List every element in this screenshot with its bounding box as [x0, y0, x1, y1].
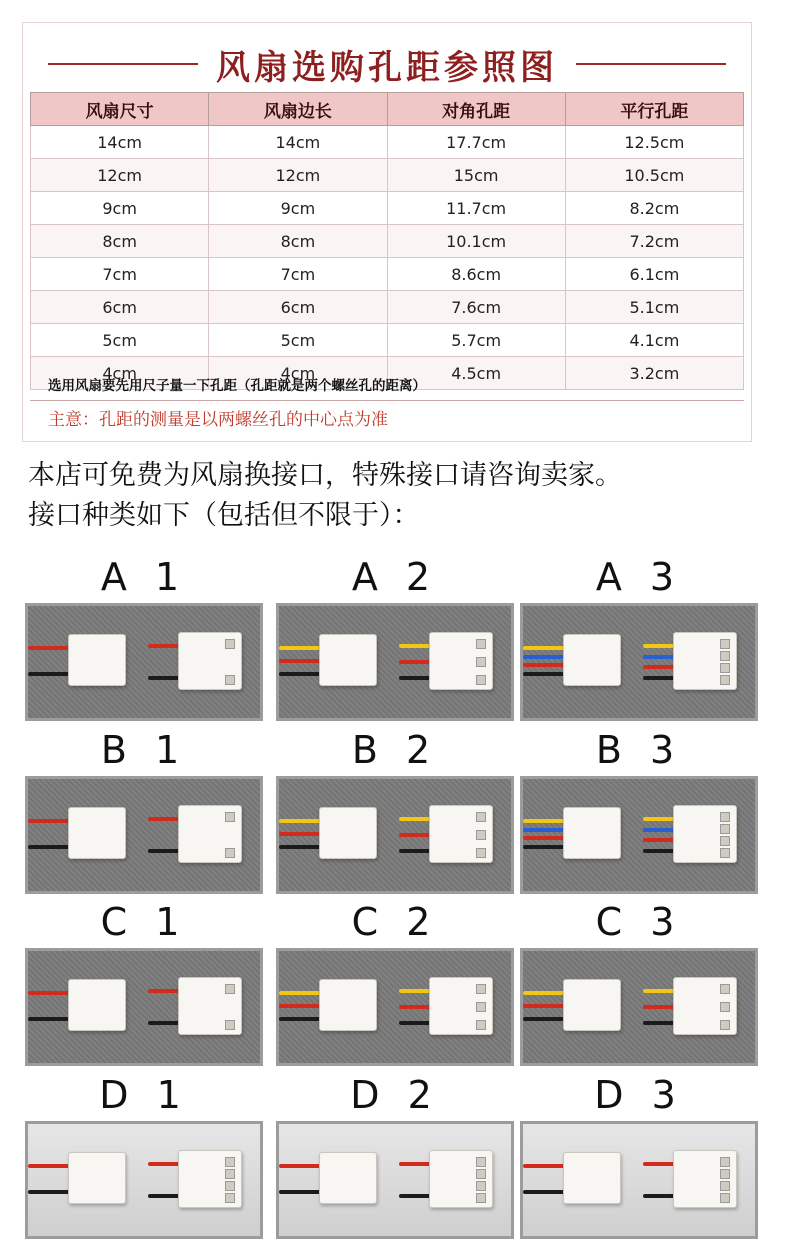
table-row — [31, 126, 744, 159]
intro-line-2: 接口种类如下（包括但不限于）： — [28, 500, 420, 531]
column-header: 风扇尺寸 — [31, 93, 209, 126]
pin-socket — [720, 1193, 730, 1203]
connector-intro — [28, 456, 768, 536]
table-cell: 7.6cm — [387, 291, 565, 324]
table-row — [31, 324, 744, 357]
red-wire — [523, 663, 567, 667]
connector-photo — [276, 776, 514, 894]
connector-plug — [429, 632, 493, 690]
yellow-wire — [643, 817, 675, 821]
pin-socket — [720, 812, 730, 822]
pin-socket — [476, 1157, 486, 1167]
black-wire — [523, 845, 567, 849]
table-cell: 10.1cm — [387, 225, 565, 258]
table-cell: 5cm — [31, 324, 209, 357]
connector-label: D 3 — [594, 1073, 684, 1117]
page-title: 风扇选购孔距参照图 — [216, 47, 558, 88]
black-wire — [279, 1190, 323, 1194]
black-wire — [279, 845, 323, 849]
pin-socket — [225, 1020, 235, 1030]
pin-socket — [720, 1002, 730, 1012]
table-row — [31, 291, 744, 324]
red-wire — [28, 991, 72, 995]
black-wire — [643, 1194, 675, 1198]
red-wire — [399, 1162, 431, 1166]
connector-label: C 3 — [595, 900, 683, 944]
black-wire — [399, 1021, 431, 1025]
table-cell: 6cm — [31, 291, 209, 324]
connector-label: D 2 — [350, 1073, 440, 1117]
yellow-wire — [399, 644, 431, 648]
connector-tile — [520, 555, 758, 721]
pin-socket — [476, 639, 486, 649]
pin-socket — [720, 836, 730, 846]
black-wire — [523, 672, 567, 676]
pin-socket — [476, 984, 486, 994]
connector-photo — [25, 603, 263, 721]
pin-socket — [476, 1181, 486, 1191]
red-wire — [28, 819, 72, 823]
red-wire — [279, 1004, 323, 1008]
connector-plug — [673, 805, 737, 863]
connector-tile — [25, 555, 263, 721]
card-title-bar — [22, 34, 752, 94]
connector-label: B 1 — [100, 728, 188, 772]
yellow-wire — [399, 989, 431, 993]
red-wire — [279, 659, 323, 663]
red-wire — [399, 833, 431, 837]
connector-photo — [25, 1121, 263, 1239]
yellow-wire — [523, 646, 567, 650]
red-wire — [148, 817, 180, 821]
pin-socket — [720, 984, 730, 994]
connector-plug — [563, 634, 621, 686]
connector-plug — [429, 977, 493, 1035]
black-wire — [28, 672, 72, 676]
connector-tile — [276, 900, 514, 1066]
table-cell: 7cm — [209, 258, 387, 291]
table-cell: 9cm — [209, 192, 387, 225]
yellow-wire — [399, 817, 431, 821]
blue-wire — [643, 655, 675, 659]
pin-socket — [720, 1181, 730, 1191]
table-cell: 9cm — [31, 192, 209, 225]
red-wire — [643, 665, 675, 669]
yellow-wire — [523, 819, 567, 823]
pin-socket — [225, 812, 235, 822]
connector-label: A 3 — [595, 555, 683, 599]
red-wire — [399, 1005, 431, 1009]
connector-plug — [563, 807, 621, 859]
table-cell: 17.7cm — [387, 126, 565, 159]
connector-photo — [520, 1121, 758, 1239]
connector-plug — [319, 1152, 377, 1204]
pin-socket — [476, 830, 486, 840]
table-cell: 12cm — [31, 159, 209, 192]
black-wire — [148, 1021, 180, 1025]
table-cell: 10.5cm — [565, 159, 743, 192]
hole-spacing-table — [30, 92, 744, 390]
connector-photo — [276, 603, 514, 721]
connector-plug — [429, 805, 493, 863]
table-cell: 4cm — [209, 357, 387, 390]
connector-tile — [25, 728, 263, 894]
table-cell: 7cm — [31, 258, 209, 291]
pin-socket — [225, 1169, 235, 1179]
table-cell: 3.2cm — [565, 357, 743, 390]
table-cell: 8.6cm — [387, 258, 565, 291]
pin-socket — [720, 675, 730, 685]
connector-plug — [178, 632, 242, 690]
connector-plug — [673, 632, 737, 690]
table-cell: 14cm — [209, 126, 387, 159]
pin-socket — [476, 1193, 486, 1203]
pin-socket — [225, 1193, 235, 1203]
red-wire — [279, 832, 323, 836]
pin-socket — [720, 639, 730, 649]
blue-wire — [523, 655, 567, 659]
red-wire — [148, 1162, 180, 1166]
connector-label: A 1 — [100, 555, 188, 599]
table-cell: 15cm — [387, 159, 565, 192]
pin-socket — [720, 848, 730, 858]
red-wire — [399, 660, 431, 664]
red-wire — [148, 644, 180, 648]
connector-tile — [520, 728, 758, 894]
column-header: 风扇边长 — [209, 93, 387, 126]
red-wire — [148, 989, 180, 993]
intro-line-1: 本店可免费为风扇换接口，特殊接口请咨询卖家。 — [28, 460, 622, 491]
connector-tile — [25, 1073, 263, 1239]
pin-socket — [476, 657, 486, 667]
pin-socket — [476, 1020, 486, 1030]
red-wire — [28, 1164, 72, 1168]
table-row — [31, 225, 744, 258]
black-wire — [643, 849, 675, 853]
yellow-wire — [279, 646, 323, 650]
pin-socket — [476, 675, 486, 685]
connector-plug — [563, 979, 621, 1031]
table-cell: 12cm — [209, 159, 387, 192]
pin-socket — [225, 848, 235, 858]
black-wire — [279, 672, 323, 676]
black-wire — [523, 1017, 567, 1021]
table-cell: 6.1cm — [565, 258, 743, 291]
connector-photo — [276, 1121, 514, 1239]
black-wire — [643, 1021, 675, 1025]
connector-plug — [68, 979, 126, 1031]
connector-tile — [276, 555, 514, 721]
connector-photo — [25, 948, 263, 1066]
yellow-wire — [279, 819, 323, 823]
pin-socket — [225, 1181, 235, 1191]
black-wire — [28, 845, 72, 849]
connector-photo — [520, 603, 758, 721]
measurement-note: 选用风扇要先用尺子量一下孔距（孔距就是两个螺丝孔的距离） — [48, 378, 426, 394]
attention-note: 主意：孔距的测量是以两螺丝孔的中心点为准 — [48, 410, 388, 430]
black-wire — [28, 1190, 72, 1194]
table-cell: 5.7cm — [387, 324, 565, 357]
black-wire — [279, 1017, 323, 1021]
hole-spacing-card — [22, 22, 752, 442]
table-cell: 8cm — [209, 225, 387, 258]
connector-plug — [673, 1150, 737, 1208]
red-wire — [643, 838, 675, 842]
table-cell: 8.2cm — [565, 192, 743, 225]
connector-plug — [319, 634, 377, 686]
black-wire — [399, 1194, 431, 1198]
connector-plug — [429, 1150, 493, 1208]
connector-plug — [178, 1150, 242, 1208]
table-cell: 8cm — [31, 225, 209, 258]
table-cell: 7.2cm — [565, 225, 743, 258]
table-row — [31, 258, 744, 291]
connector-tile — [276, 728, 514, 894]
connector-photo — [520, 948, 758, 1066]
pin-socket — [720, 651, 730, 661]
table-cell: 4.1cm — [565, 324, 743, 357]
pin-socket — [720, 663, 730, 673]
pin-socket — [720, 1157, 730, 1167]
connector-label: C 2 — [351, 900, 439, 944]
pin-socket — [225, 984, 235, 994]
red-wire — [523, 1004, 567, 1008]
connector-label: C 1 — [100, 900, 188, 944]
red-wire — [279, 1164, 323, 1168]
connector-tile — [520, 900, 758, 1066]
connector-tile — [276, 1073, 514, 1239]
blue-wire — [643, 828, 675, 832]
connector-plug — [673, 977, 737, 1035]
pin-socket — [476, 1169, 486, 1179]
red-wire — [523, 836, 567, 840]
red-wire — [523, 1164, 567, 1168]
title-divider-right — [576, 63, 726, 65]
connector-photo — [25, 776, 263, 894]
note-divider — [30, 400, 744, 401]
yellow-wire — [523, 991, 567, 995]
column-header: 对角孔距 — [387, 93, 565, 126]
connector-plug — [178, 805, 242, 863]
pin-socket — [476, 812, 486, 822]
title-divider-left — [48, 63, 198, 65]
pin-socket — [476, 1002, 486, 1012]
black-wire — [28, 1017, 72, 1021]
pin-socket — [720, 1169, 730, 1179]
connector-plug — [68, 807, 126, 859]
pin-socket — [225, 675, 235, 685]
connector-label: B 2 — [351, 728, 439, 772]
table-cell: 4cm — [31, 357, 209, 390]
black-wire — [399, 676, 431, 680]
connector-photo — [520, 776, 758, 894]
red-wire — [643, 1005, 675, 1009]
black-wire — [399, 849, 431, 853]
pin-socket — [720, 824, 730, 834]
table-cell: 14cm — [31, 126, 209, 159]
table-cell: 4.5cm — [387, 357, 565, 390]
black-wire — [148, 849, 180, 853]
connector-label: B 3 — [595, 728, 683, 772]
pin-socket — [225, 1157, 235, 1167]
yellow-wire — [279, 991, 323, 995]
connector-tile — [25, 900, 263, 1066]
red-wire — [28, 646, 72, 650]
blue-wire — [523, 828, 567, 832]
black-wire — [523, 1190, 567, 1194]
yellow-wire — [643, 644, 675, 648]
pin-socket — [225, 639, 235, 649]
connector-label: D 1 — [99, 1073, 189, 1117]
black-wire — [148, 1194, 180, 1198]
connector-plug — [178, 977, 242, 1035]
pin-socket — [476, 848, 486, 858]
table-row — [31, 192, 744, 225]
red-wire — [643, 1162, 675, 1166]
connector-photo — [276, 948, 514, 1066]
connector-plug — [68, 1152, 126, 1204]
black-wire — [643, 676, 675, 680]
table-cell: 6cm — [209, 291, 387, 324]
yellow-wire — [643, 989, 675, 993]
connector-plug — [319, 979, 377, 1031]
connector-plug — [319, 807, 377, 859]
column-header: 平行孔距 — [565, 93, 743, 126]
table-header-row — [31, 93, 744, 126]
table-cell: 5cm — [209, 324, 387, 357]
black-wire — [148, 676, 180, 680]
connector-plug — [563, 1152, 621, 1204]
pin-socket — [720, 1020, 730, 1030]
table-cell: 12.5cm — [565, 126, 743, 159]
connector-label: A 2 — [351, 555, 439, 599]
table-cell: 11.7cm — [387, 192, 565, 225]
connector-tile — [520, 1073, 758, 1239]
table-row — [31, 159, 744, 192]
connector-plug — [68, 634, 126, 686]
table-cell: 5.1cm — [565, 291, 743, 324]
